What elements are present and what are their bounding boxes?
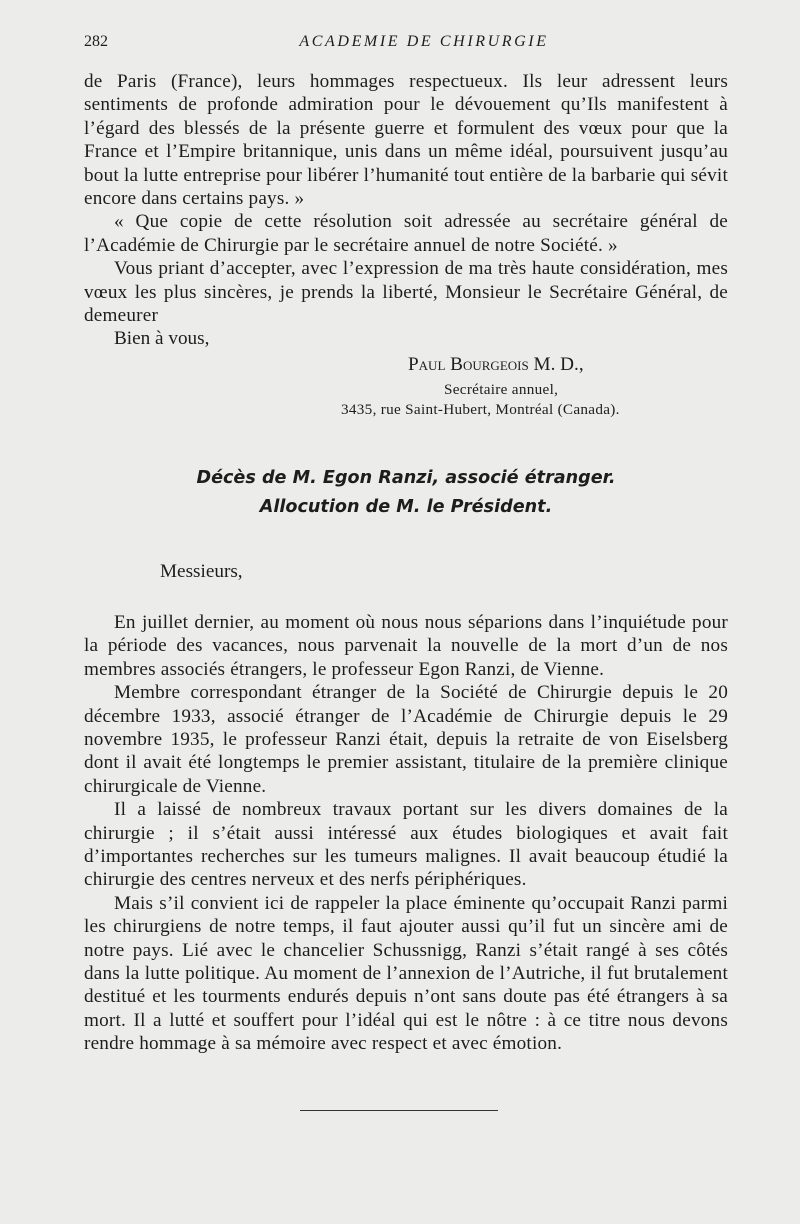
salutation: Messieurs, xyxy=(160,560,243,582)
section-heading: Décès de M. Egon Ranzi, associé étranger. xyxy=(196,467,616,488)
letter-closing: Bien à vous, xyxy=(114,328,210,350)
signature-line xyxy=(84,353,728,377)
signer-title: Secrétaire annuel, xyxy=(444,380,559,398)
letter-paragraph: de Paris (France), leurs hommages respectueux. Ils leur adressent leurs sentiments de profonde admiration pour le dévouement qu’Ils manifestent à l’égard des blessés de la présente guerre et formulent des vœux pour que la France et l’Empire britannique, unis dans un même idéal, poursuivent jusqu’au bout la lutte entreprise pour libérer l’humanité tout entière de la barbarie qui sévit encore dans certains pays. » xyxy=(84,71,728,210)
page-content xyxy=(84,70,728,1056)
signer-name: Paul Bourgeois xyxy=(408,353,529,375)
running-head xyxy=(84,33,724,55)
letter-paragraph: « Que copie de cette résolution soit adressée au secrétaire général de l’Académie de Chirurgie par le secrétaire annuel de notre Société. » xyxy=(84,211,728,256)
signer-degree: M. D., xyxy=(533,353,584,375)
body-paragraph: Membre correspondant étranger de la Société de Chirurgie depuis le 20 décembre 1933, associé étranger de l’Académie de Chirurgie depuis le 29 novembre 1935, le professeur Ranzi était, depuis la retraite de von Eiselsberg dont il avait été longtemps le premier assistant, titulaire de la première clinique chirurgicale de Vienne. xyxy=(84,682,728,797)
body-paragraph: Il a laissé de nombreux travaux portant sur les divers domaines de la chirurgie ; il s’était aussi intéressé aux études biologiques et avait fait d’importantes recherches sur les tumeurs malignes. Il avait beaucoup étudié la chirurgie des centres nerveux et des nerfs périphériques. xyxy=(84,799,728,891)
body-paragraph: En juillet dernier, au moment où nous nous séparions dans l’inquiétude pour la période des vacances, nous parvenait la nouvelle de la mort d’un de nos membres associés étrangers, le professeur Egon Ranzi, de Vienne. xyxy=(84,611,728,680)
end-rule xyxy=(300,1110,498,1111)
letter-paragraph: Vous priant d’accepter, avec l’expression de ma très haute considération, mes vœux les plus sincères, je prends la liberté, Monsieur le Secrétaire Général, de demeurer xyxy=(84,258,728,327)
body-paragraph: Mais s’il convient ici de rappeler la place éminente qu’occupait Ranzi parmi les chirurgiens de notre temps, il faut ajouter aussi qu’il fut un sincère ami de notre pays. Lié avec le chancelier Schussnigg, Ranzi s’était rangé à ses côtés dans la lutte politique. Au moment de l’annexion de l’Autriche, il fut brutalement destitué et les tourments endurés depuis n’ont sans doute pas été étrangers à sa mort. Il a lutté et souffert pour l’idéal qui est le nôtre : à ce titre nous devons rendre hommage à sa mémoire avec respect et avec émotion. xyxy=(84,892,728,1055)
section-subheading: Allocution de M. le Président. xyxy=(259,496,553,517)
journal-title: ACADEMIE DE CHIRURGIE xyxy=(299,33,549,50)
signer-address: 3435, rue Saint-Hubert, Montréal (Canada). xyxy=(341,400,620,418)
page-number: 282 xyxy=(84,33,108,50)
